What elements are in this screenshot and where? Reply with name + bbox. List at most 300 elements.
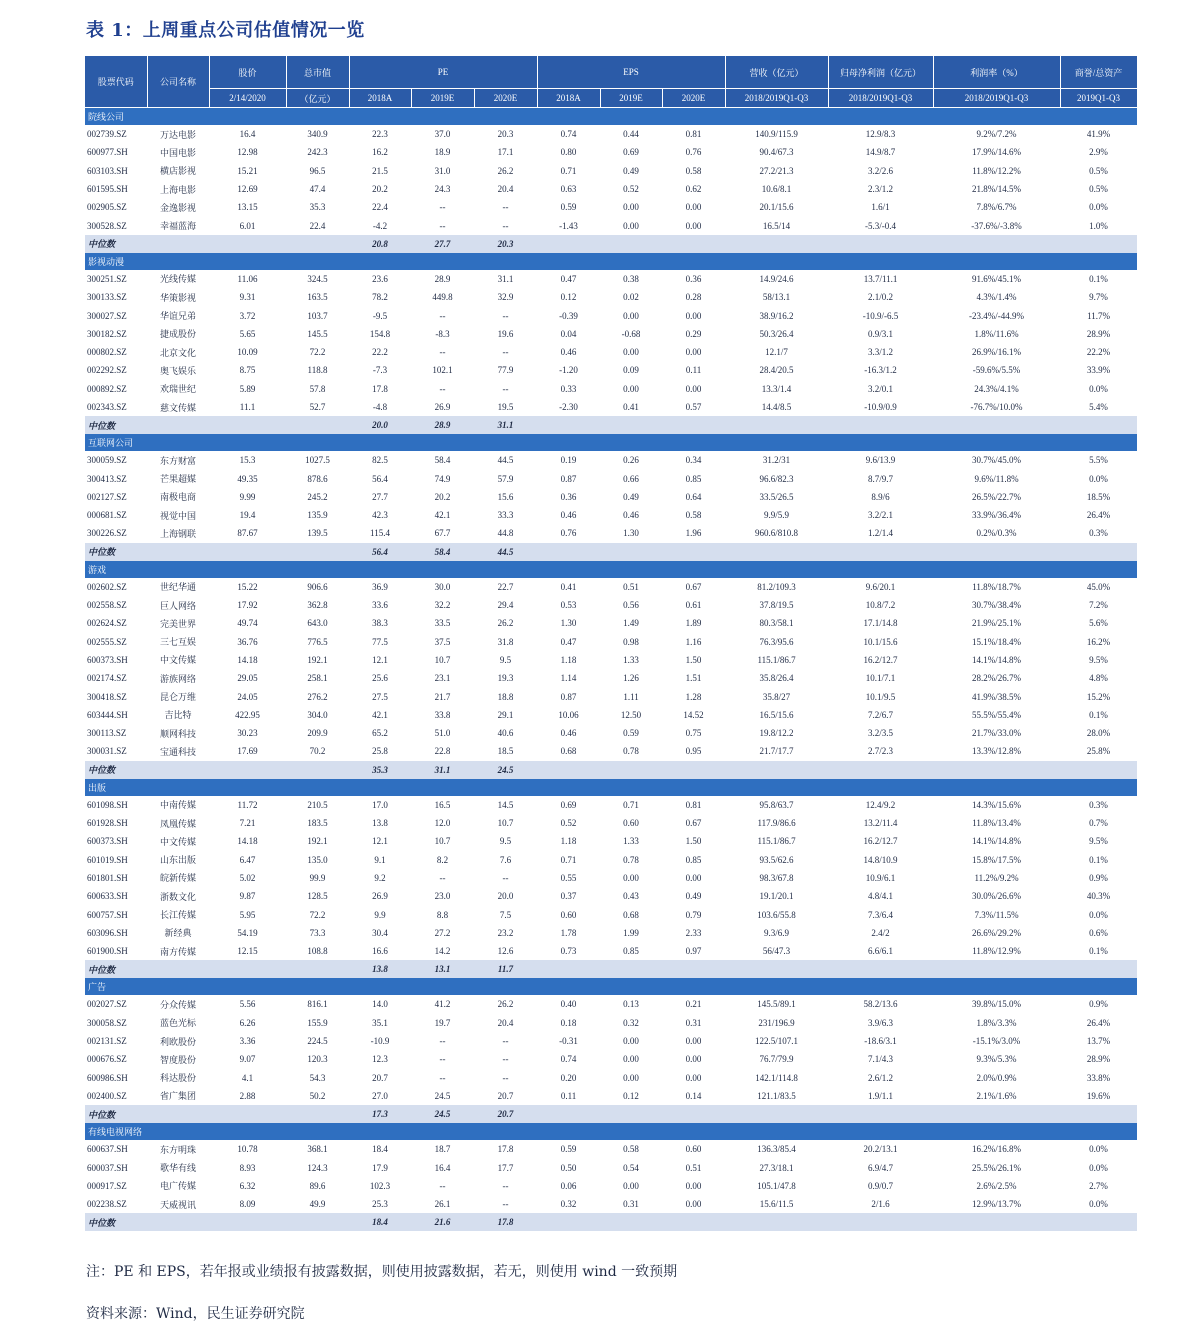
cell-pe-2019e: 16.5 [434,799,451,810]
cell-pe-2020e: 26.2 [497,999,514,1010]
cell-revenue: 12.1/7 [765,347,788,358]
cell-pe-2019e: 30.0 [434,581,451,592]
cell-price: 6.47 [239,854,256,865]
cell-pe-2020e: 20.4 [497,1017,514,1028]
cell-pe-2020e: -- [502,383,509,394]
median-filler [537,543,1137,561]
cell-eps-2020e: 0.81 [685,799,702,810]
cell-eps-2020e: 0.00 [685,220,702,231]
cell-company-name: 天威视讯 [159,1199,196,1210]
cell-profit-margin: 30.7%/45.0% [972,455,1022,466]
valuation-table [85,56,1138,1231]
table-row [85,687,1137,705]
cell-eps-2018a: 10.06 [558,709,579,720]
median-pe-2019e: 28.9 [411,416,474,434]
cell-stock-code: 002343.SZ [87,402,127,412]
cell-stock-code: 300133.SZ [87,292,127,303]
cell-eps-2018a: 1.14 [560,673,577,684]
cell-net-profit: -18.6/3.1 [864,1036,897,1047]
cell-revenue: 14.9/24.6 [759,273,794,284]
cell-net-profit: 3.2/2.1 [868,510,894,521]
cell-eps-2018a: 0.47 [560,273,577,284]
cell-pe-2020e: -- [502,1072,509,1083]
cell-revenue: 231/196.9 [758,1017,795,1028]
cell-price: 7.21 [239,818,256,829]
table-title: 表 1：上周重点公司估值情况一览 [86,20,365,41]
cell-market-cap: 163.5 [307,292,328,303]
section-row [85,1123,1137,1140]
cell-net-profit: 6.6/6.1 [868,946,894,957]
cell-market-cap: 155.9 [307,1017,328,1028]
cell-eps-2020e: 0.29 [685,328,702,339]
cell-goodwill-ratio: 40.3% [1086,891,1111,902]
cell-pe-2018a: 17.9 [372,1162,388,1173]
cell-stock-code: 300058.SZ [87,1017,127,1028]
cell-price: 5.56 [239,999,256,1010]
cell-pe-2019e: 16.4 [434,1162,451,1173]
table-row [85,669,1137,687]
cell-pe-2018a: 27.7 [372,491,388,502]
cell-net-profit: 2.1/0.2 [868,292,894,303]
cell-eps-2019e: 1.33 [623,836,639,847]
cell-price: 6.26 [239,1017,256,1028]
cell-profit-margin: 9.6%/11.8% [974,473,1019,484]
cell-pe-2019e: 23.0 [434,891,451,902]
cell-eps-2018a: 0.46 [560,347,577,358]
cell-company-name: 奥飞娱乐 [159,365,196,376]
cell-market-cap: 135.0 [307,854,328,865]
cell-pe-2018a: 42.1 [372,709,388,720]
cell-eps-2019e: 0.26 [623,455,639,466]
cell-pe-2018a: 23.6 [372,273,388,284]
cell-market-cap: 643.0 [307,618,328,629]
cell-pe-2019e: 102.1 [432,365,453,376]
cell-stock-code: 002400.SZ [87,1090,127,1101]
median-row [85,235,1137,253]
cell-revenue: 96.6/82.3 [759,473,794,484]
cell-goodwill-ratio: 28.0% [1086,728,1111,739]
cell-eps-2019e: 1.49 [623,618,639,629]
cell-market-cap: 242.3 [307,147,328,158]
median-pe-2019e: 31.1 [411,761,474,779]
cell-goodwill-ratio: 0.9% [1089,872,1108,883]
cell-eps-2020e: 0.11 [685,365,702,376]
cell-pe-2019e: 28.9 [434,273,451,284]
cell-revenue: 19.1/20.1 [759,891,794,902]
header-market-cap-unit: （亿元） [286,89,349,108]
cell-pe-2018a: 17.8 [372,383,388,394]
cell-pe-2019e: 27.2 [434,927,451,938]
cell-stock-code: 603444.SH [87,709,128,720]
cell-eps-2019e: 0.41 [623,402,639,412]
cell-eps-2018a: 0.32 [560,1199,577,1210]
table-header [85,56,1137,108]
cell-price: 19.4 [239,510,256,521]
cell-pe-2020e: 15.6 [497,491,514,502]
cell-pe-2018a: 20.7 [372,1072,388,1083]
cell-pe-2019e: 18.9 [434,147,451,158]
cell-eps-2020e: 1.50 [685,654,702,665]
cell-revenue: 27.2/21.3 [759,165,794,176]
cell-net-profit: -5.3/-0.4 [865,220,897,231]
cell-pe-2020e: 26.2 [497,165,514,176]
cell-goodwill-ratio: 0.9% [1089,999,1108,1010]
cell-market-cap: 816.1 [307,999,328,1010]
cell-price: 30.23 [237,728,258,739]
cell-market-cap: 89.6 [309,1180,326,1191]
cell-eps-2019e: 0.51 [623,581,639,592]
cell-price: 15.22 [237,581,258,592]
cell-pe-2020e: 29.1 [497,709,514,720]
cell-market-cap: 52.7 [309,402,326,412]
cell-net-profit: 14.8/10.9 [863,854,898,865]
cell-pe-2020e: -- [502,1036,509,1047]
table-row [85,162,1137,180]
cell-pe-2019e: -- [439,383,446,394]
cell-price: 422.95 [235,709,260,720]
cell-revenue: 19.8/12.2 [759,728,794,739]
cell-eps-2019e: 0.43 [623,891,639,902]
table-row [85,380,1137,398]
cell-market-cap: 368.1 [307,1144,328,1155]
cell-net-profit: 9.6/20.1 [865,581,896,592]
cell-pe-2018a: 14.0 [372,999,388,1010]
cell-eps-2020e: 0.60 [685,1144,702,1155]
table-row [85,451,1137,469]
cell-profit-margin: 11.8%/12.2% [972,165,1021,176]
cell-goodwill-ratio: 0.0% [1089,202,1108,213]
cell-eps-2020e: 0.67 [685,818,702,829]
cell-net-profit: 10.9/6.1 [865,872,896,883]
median-pe-2020e: 44.5 [474,543,537,561]
cell-net-profit: 7.2/6.7 [868,709,894,720]
cell-revenue: 35.8/27 [762,691,791,702]
cell-pe-2018a: 33.6 [372,600,388,611]
cell-market-cap: 49.9 [309,1199,326,1210]
median-pe-2018a: 20.0 [349,416,411,434]
header-goodwill-ratio: 商誉/总资产 [1060,56,1137,89]
cell-pe-2019e: 31.0 [434,165,451,176]
cell-revenue: 20.1/15.6 [759,202,794,213]
cell-profit-margin: 0.2%/0.3% [976,528,1017,539]
cell-eps-2019e: 0.00 [623,347,639,358]
cell-revenue: 115.1/86.7 [757,654,796,665]
cell-goodwill-ratio: 4.8% [1089,673,1108,684]
table-row [85,488,1137,506]
cell-price: 14.18 [237,836,258,847]
median-row [85,960,1137,978]
cell-eps-2019e: 0.44 [623,129,639,140]
cell-revenue: 27.3/18.1 [759,1162,794,1173]
header-price-date: 2/14/2020 [209,89,286,108]
cell-eps-2020e: 0.31 [685,1017,702,1028]
cell-revenue: 80.3/58.1 [759,618,794,629]
cell-pe-2019e: 24.5 [434,1090,451,1101]
cell-pe-2019e: 37.0 [434,129,451,140]
cell-revenue: 33.5/26.5 [759,491,794,502]
cell-company-name: 浙数文化 [159,891,196,902]
cell-net-profit: 10.8/7.2 [865,600,896,611]
cell-revenue: 95.8/63.7 [759,799,794,810]
cell-net-profit: 9.6/13.9 [865,455,896,466]
cell-pe-2019e: 19.7 [434,1017,451,1028]
cell-stock-code: 600037.SH [87,1162,128,1173]
header-profit-margin: 利润率（%） [933,56,1060,89]
cell-company-name: 科达股份 [159,1073,196,1084]
cell-eps-2019e: 0.00 [623,1036,639,1047]
cell-net-profit: 2.7/2.3 [868,746,894,757]
cell-pe-2020e: -- [502,310,509,321]
cell-company-name: 中文传媒 [159,836,196,847]
cell-net-profit: 10.1/9.5 [865,691,896,702]
cell-stock-code: 600633.SH [87,891,128,902]
cell-net-profit: 2.6/1.2 [868,1072,894,1083]
cell-goodwill-ratio: 41.9% [1086,129,1111,140]
cell-profit-margin: 91.6%/45.1% [972,273,1022,284]
median-label: 中位数 [85,761,349,779]
table-row [85,742,1137,760]
cell-stock-code: 300413.SZ [87,473,127,484]
cell-pe-2020e: 17.8 [497,1144,514,1155]
cell-eps-2020e: 0.00 [685,1054,702,1065]
cell-stock-code: 600986.SH [87,1072,128,1083]
cell-pe-2019e: 26.1 [434,1199,451,1210]
cell-eps-2018a: 0.46 [560,728,577,739]
cell-eps-2018a: 0.53 [560,600,577,611]
cell-market-cap: 209.9 [307,728,328,739]
cell-pe-2018a: 56.4 [372,473,388,484]
cell-eps-2020e: 0.00 [685,1072,702,1083]
cell-market-cap: 210.5 [307,799,328,810]
cell-profit-margin: 16.2%/16.8% [972,1144,1022,1155]
cell-goodwill-ratio: 0.0% [1089,383,1108,394]
cell-eps-2019e: 0.59 [623,728,639,739]
cell-eps-2018a: -1.20 [559,365,578,376]
cell-net-profit: 14.9/8.7 [865,147,896,158]
cell-net-profit: 3.2/3.5 [868,728,894,739]
cell-pe-2020e: 10.7 [497,818,514,829]
cell-revenue: 136.3/85.4 [757,1144,796,1155]
cell-price: 49.74 [237,618,258,629]
cell-stock-code: 603096.SH [87,927,128,938]
cell-company-name: 歌华有线 [159,1163,196,1173]
cell-profit-margin: 7.8%/6.7% [976,202,1017,213]
cell-eps-2018a: 0.36 [560,491,577,502]
cell-profit-margin: 12.9%/13.7% [972,1199,1022,1210]
valuation-table-wrapper [85,56,1123,1231]
cell-eps-2018a: -0.31 [559,1036,578,1047]
cell-goodwill-ratio: 33.8% [1086,1072,1111,1083]
table-row [85,851,1137,869]
cell-company-name: 中南传媒 [159,800,196,811]
cell-revenue: 76.7/79.9 [759,1054,794,1065]
cell-company-name: 上海电影 [159,184,196,195]
cell-eps-2019e: 0.13 [623,999,639,1010]
cell-pe-2019e: 41.2 [434,999,451,1010]
cell-pe-2019e: 37.5 [434,636,451,647]
median-pe-2018a: 56.4 [349,543,411,561]
cell-pe-2020e: 7.5 [499,909,512,920]
cell-stock-code: 002174.SZ [87,673,127,684]
cell-net-profit: 8.9/6 [871,491,890,502]
cell-pe-2019e: 449.8 [432,292,453,303]
cell-market-cap: 276.2 [307,691,328,702]
cell-eps-2019e: -0.68 [621,328,641,339]
cell-profit-margin: -15.1%/3.0% [972,1036,1021,1047]
section-row [85,561,1137,578]
cell-goodwill-ratio: 28.9% [1086,328,1111,339]
cell-pe-2020e: 77.9 [497,365,514,376]
cell-eps-2019e: 0.00 [623,310,639,321]
cell-eps-2018a: 0.06 [560,1180,577,1191]
cell-eps-2018a: 0.71 [560,165,577,176]
cell-eps-2020e: 0.79 [685,909,702,920]
cell-profit-margin: 11.8%/18.7% [972,581,1021,592]
cell-eps-2020e: 0.36 [685,273,702,284]
median-row [85,543,1137,561]
cell-stock-code: 002739.SZ [87,129,127,140]
table-row [85,325,1137,343]
cell-pe-2018a: 20.2 [372,184,388,195]
table-row [85,125,1137,143]
cell-market-cap: 145.5 [307,328,328,339]
cell-pe-2019e: 8.8 [436,909,449,920]
cell-revenue: 35.8/26.4 [759,673,794,684]
cell-goodwill-ratio: 0.1% [1089,854,1108,865]
cell-stock-code: 002905.SZ [87,202,127,213]
table-row [85,924,1137,942]
cell-goodwill-ratio: 5.6% [1089,618,1108,629]
cell-profit-margin: 21.9%/25.1% [972,618,1022,629]
cell-net-profit: 2/1.6 [871,1199,890,1210]
cell-pe-2019e: 33.5 [434,618,451,629]
cell-eps-2020e: 0.00 [685,310,702,321]
cell-pe-2019e: -- [439,220,446,231]
cell-company-name: 视觉中国 [159,510,196,521]
cell-pe-2020e: 20.0 [497,891,514,902]
cell-price: 3.72 [239,310,256,321]
cell-pe-2020e: 31.1 [497,273,514,284]
cell-eps-2018a: 0.59 [560,202,577,213]
cell-market-cap: 139.5 [307,528,328,539]
cell-revenue: 90.4/67.3 [759,147,794,158]
cell-pe-2020e: 26.2 [497,618,514,629]
cell-company-name: 捷成股份 [159,329,196,340]
table-row [85,1032,1137,1050]
cell-eps-2018a: -0.39 [559,310,578,321]
cell-price: 5.02 [239,872,256,883]
cell-goodwill-ratio: 0.0% [1089,1144,1108,1155]
cell-revenue: 16.5/15.6 [759,709,794,720]
header-net-profit: 归母净利润（亿元） [828,56,933,89]
cell-price: 6.32 [239,1180,256,1191]
cell-pe-2018a: 65.2 [372,728,388,739]
cell-pe-2019e: -- [439,1072,446,1083]
table-row [85,270,1137,288]
cell-pe-2020e: 12.6 [497,946,514,957]
cell-price: 11.72 [237,799,258,810]
section-row [85,779,1137,796]
table-row [85,1050,1137,1068]
median-pe-2018a: 13.8 [349,960,411,978]
cell-price: 10.78 [237,1144,258,1155]
cell-revenue: 960.6/810.8 [755,528,799,539]
cell-pe-2018a: 38.3 [372,618,388,629]
cell-pe-2018a: 82.5 [372,455,388,466]
table-row [85,578,1137,596]
cell-net-profit: 20.2/13.1 [863,1144,898,1155]
cell-revenue: 142.1/114.8 [755,1072,798,1083]
cell-pe-2020e: 18.5 [497,746,514,757]
cell-eps-2018a: 1.78 [560,927,577,938]
cell-eps-2019e: 0.00 [623,220,639,231]
cell-company-name: 北京文化 [159,347,196,358]
cell-net-profit: 3.2/2.6 [868,165,894,176]
cell-goodwill-ratio: 0.7% [1089,818,1108,829]
cell-profit-margin: 25.5%/26.1% [972,1162,1022,1173]
cell-pe-2019e: 58.4 [434,455,451,466]
cell-pe-2019e: 51.0 [434,728,451,739]
cell-market-cap: 304.0 [307,709,328,720]
cell-eps-2019e: 0.68 [623,909,639,920]
cell-revenue: 145.5/89.1 [757,999,796,1010]
cell-eps-2018a: -2.30 [559,402,578,412]
cell-goodwill-ratio: 26.4% [1086,1017,1111,1028]
cell-eps-2020e: 0.34 [685,455,702,466]
header-market-cap: 总市值 [286,56,349,89]
cell-market-cap: 128.5 [307,891,328,902]
cell-price: 13.15 [237,202,258,213]
cell-company-name: 南极电商 [159,492,196,503]
cell-price: 8.93 [239,1162,256,1173]
cell-net-profit: 6.9/4.7 [868,1162,894,1173]
median-label: 中位数 [85,416,349,434]
cell-pe-2019e: -- [439,347,446,358]
cell-pe-2020e: -- [502,1054,509,1065]
cell-profit-margin: 4.3%/1.4% [976,292,1017,303]
cell-revenue: 122.5/107.1 [755,1036,799,1047]
cell-revenue: 9.3/6.9 [764,927,790,938]
cell-market-cap: 183.5 [307,818,328,829]
cell-company-name: 长江传媒 [159,910,196,921]
cell-net-profit: 7.3/6.4 [868,909,894,920]
cell-eps-2020e: 0.85 [685,473,702,484]
cell-company-name: 东方明珠 [159,1144,196,1155]
cell-pe-2019e: 8.2 [436,854,449,865]
header-pe: PE [349,56,537,89]
cell-eps-2019e: 0.00 [623,202,639,213]
cell-stock-code: 002558.SZ [87,600,127,611]
cell-stock-code: 600637.SH [87,1144,128,1155]
cell-profit-margin: 11.8%/13.4% [972,818,1021,829]
cell-eps-2020e: 0.49 [685,891,702,902]
cell-eps-2019e: 0.98 [623,636,639,647]
cell-eps-2019e: 0.85 [623,946,639,957]
cell-goodwill-ratio: 16.2% [1086,636,1111,647]
table-row [85,216,1137,234]
cell-eps-2019e: 0.12 [623,1090,639,1101]
cell-eps-2020e: 0.00 [685,1199,702,1210]
cell-pe-2018a: 27.0 [372,1090,388,1101]
cell-pe-2018a: 17.0 [372,799,388,810]
cell-eps-2020e: 14.52 [683,709,704,720]
cell-pe-2018a: 35.1 [372,1017,388,1028]
cell-stock-code: 000892.SZ [87,383,127,394]
section-title: 有线电视网络 [85,1123,1137,1140]
cell-net-profit: 16.2/12.7 [863,836,898,847]
cell-company-name: 蓝色光标 [159,1018,196,1029]
cell-net-profit: 10.1/7.1 [865,673,896,684]
